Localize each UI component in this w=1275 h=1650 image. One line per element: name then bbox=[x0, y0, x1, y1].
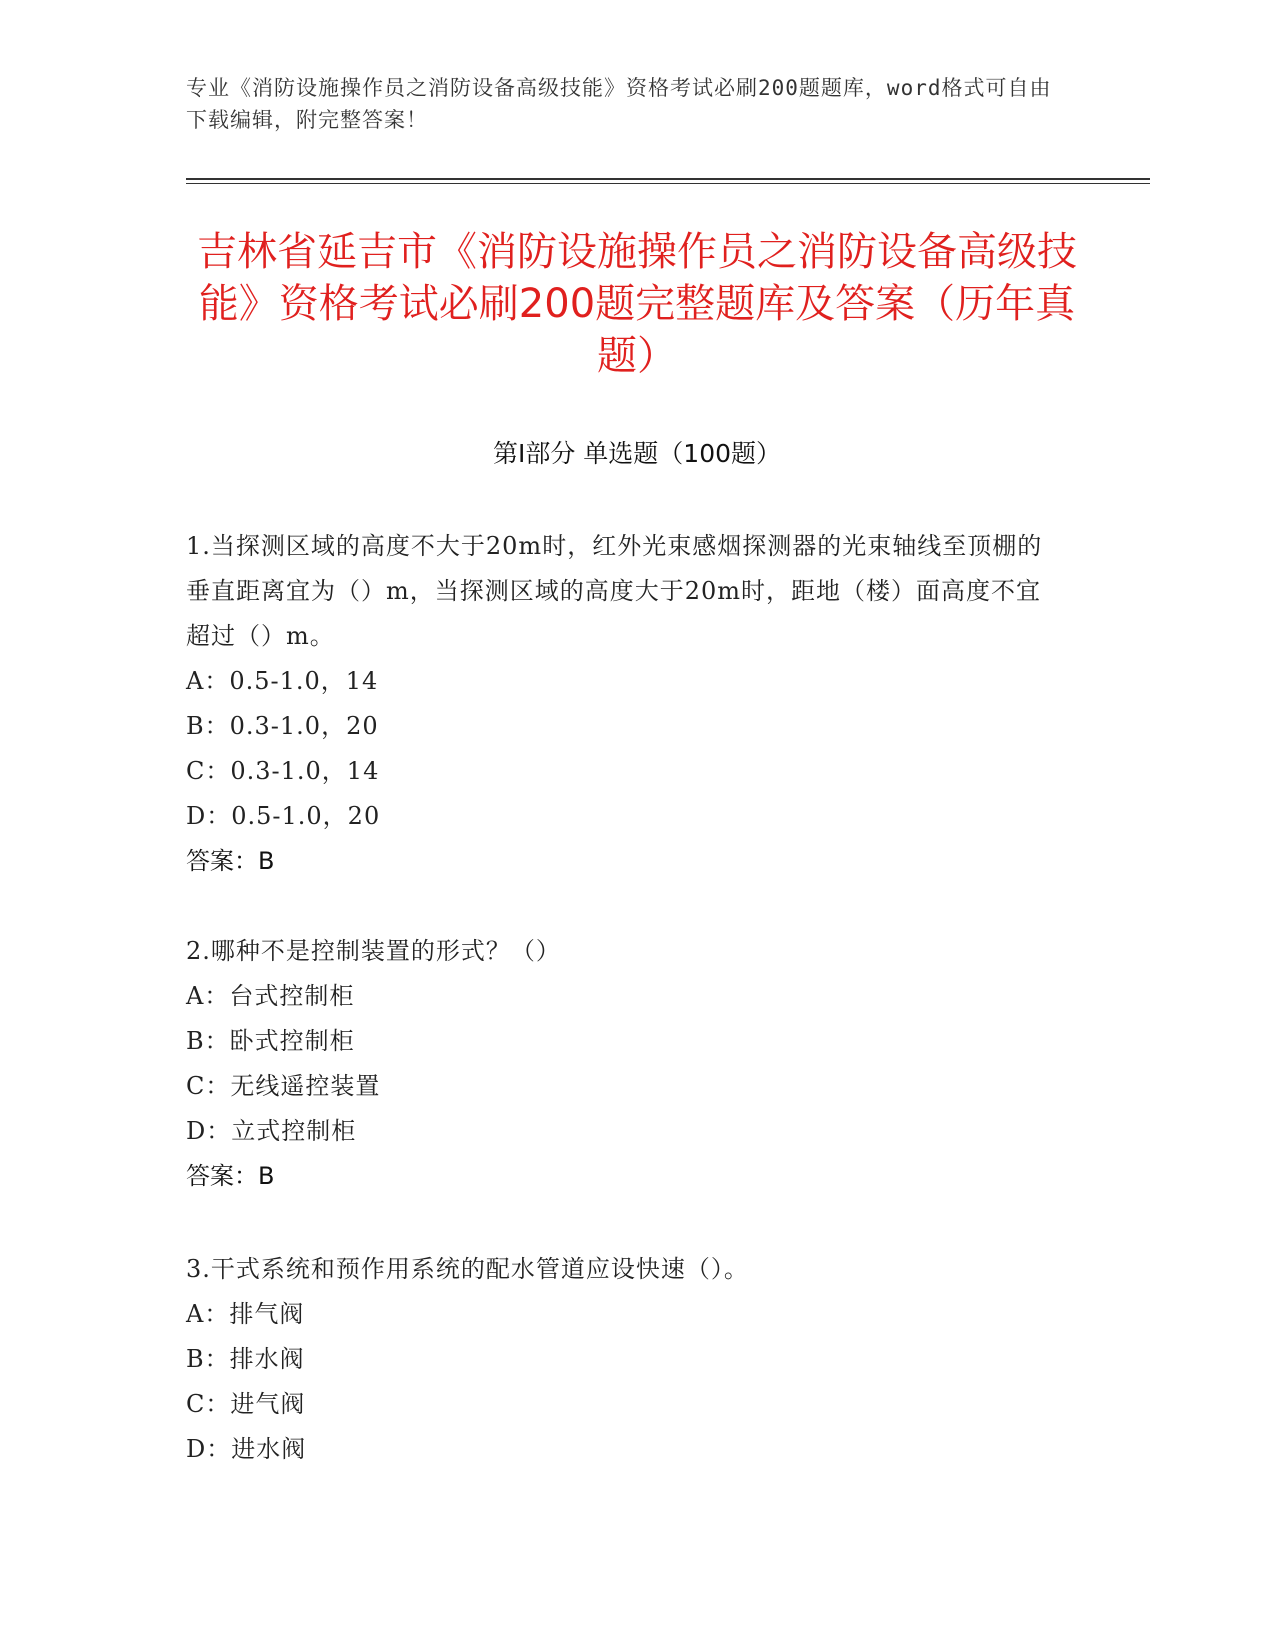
question-3 bbox=[186, 1247, 1066, 1472]
option-a: A：排气阀 bbox=[186, 1300, 305, 1328]
option-a: A：0.5-1.0，14 bbox=[186, 667, 379, 695]
option-d: D：0.5-1.0，20 bbox=[186, 802, 381, 830]
option-c: C：0.3-1.0，14 bbox=[186, 757, 380, 785]
question-stem: 3.干式系统和预作用系统的配水管道应设快速（）。 bbox=[186, 1255, 749, 1283]
option-c: C：进气阀 bbox=[186, 1390, 306, 1418]
header-rule-thick bbox=[186, 178, 1150, 180]
option-c: C：无线遥控装置 bbox=[186, 1072, 381, 1100]
answer: 答案：B bbox=[186, 847, 275, 875]
answer: 答案：B bbox=[186, 1162, 275, 1190]
document-title: 吉林省延吉市《消防设施操作员之消防设备高级技能》资格考试必刷200题完整题库及答案（历年真题） bbox=[197, 229, 1077, 379]
option-d: D：进水阀 bbox=[186, 1435, 307, 1463]
option-a: A：台式控制柜 bbox=[186, 982, 355, 1010]
header-note: 专业《消防设施操作员之消防设备高级技能》资格考试必刷200题题库，word格式可自由下载编辑，附完整答案！ bbox=[186, 76, 1052, 132]
question-stem: 2.哪种不是控制装置的形式？（） bbox=[186, 937, 561, 965]
header-rule-thin bbox=[186, 183, 1150, 184]
option-d: D：立式控制柜 bbox=[186, 1117, 357, 1145]
option-b: B：卧式控制柜 bbox=[186, 1027, 355, 1055]
option-b: B：0.3-1.0，20 bbox=[186, 712, 379, 740]
section-title: 第I部分 单选题（100题） bbox=[492, 439, 782, 468]
option-b: B：排水阀 bbox=[186, 1345, 305, 1373]
question-1 bbox=[186, 524, 1066, 884]
question-stem: 1.当探测区域的高度不大于20m时，红外光束感烟探测器的光束轴线至顶棚的垂直距离宜为（）m，当探测区域的高度大于20m时，距地（楼）面高度不宜超过（）m。 bbox=[186, 532, 1043, 650]
question-2 bbox=[186, 929, 1066, 1199]
